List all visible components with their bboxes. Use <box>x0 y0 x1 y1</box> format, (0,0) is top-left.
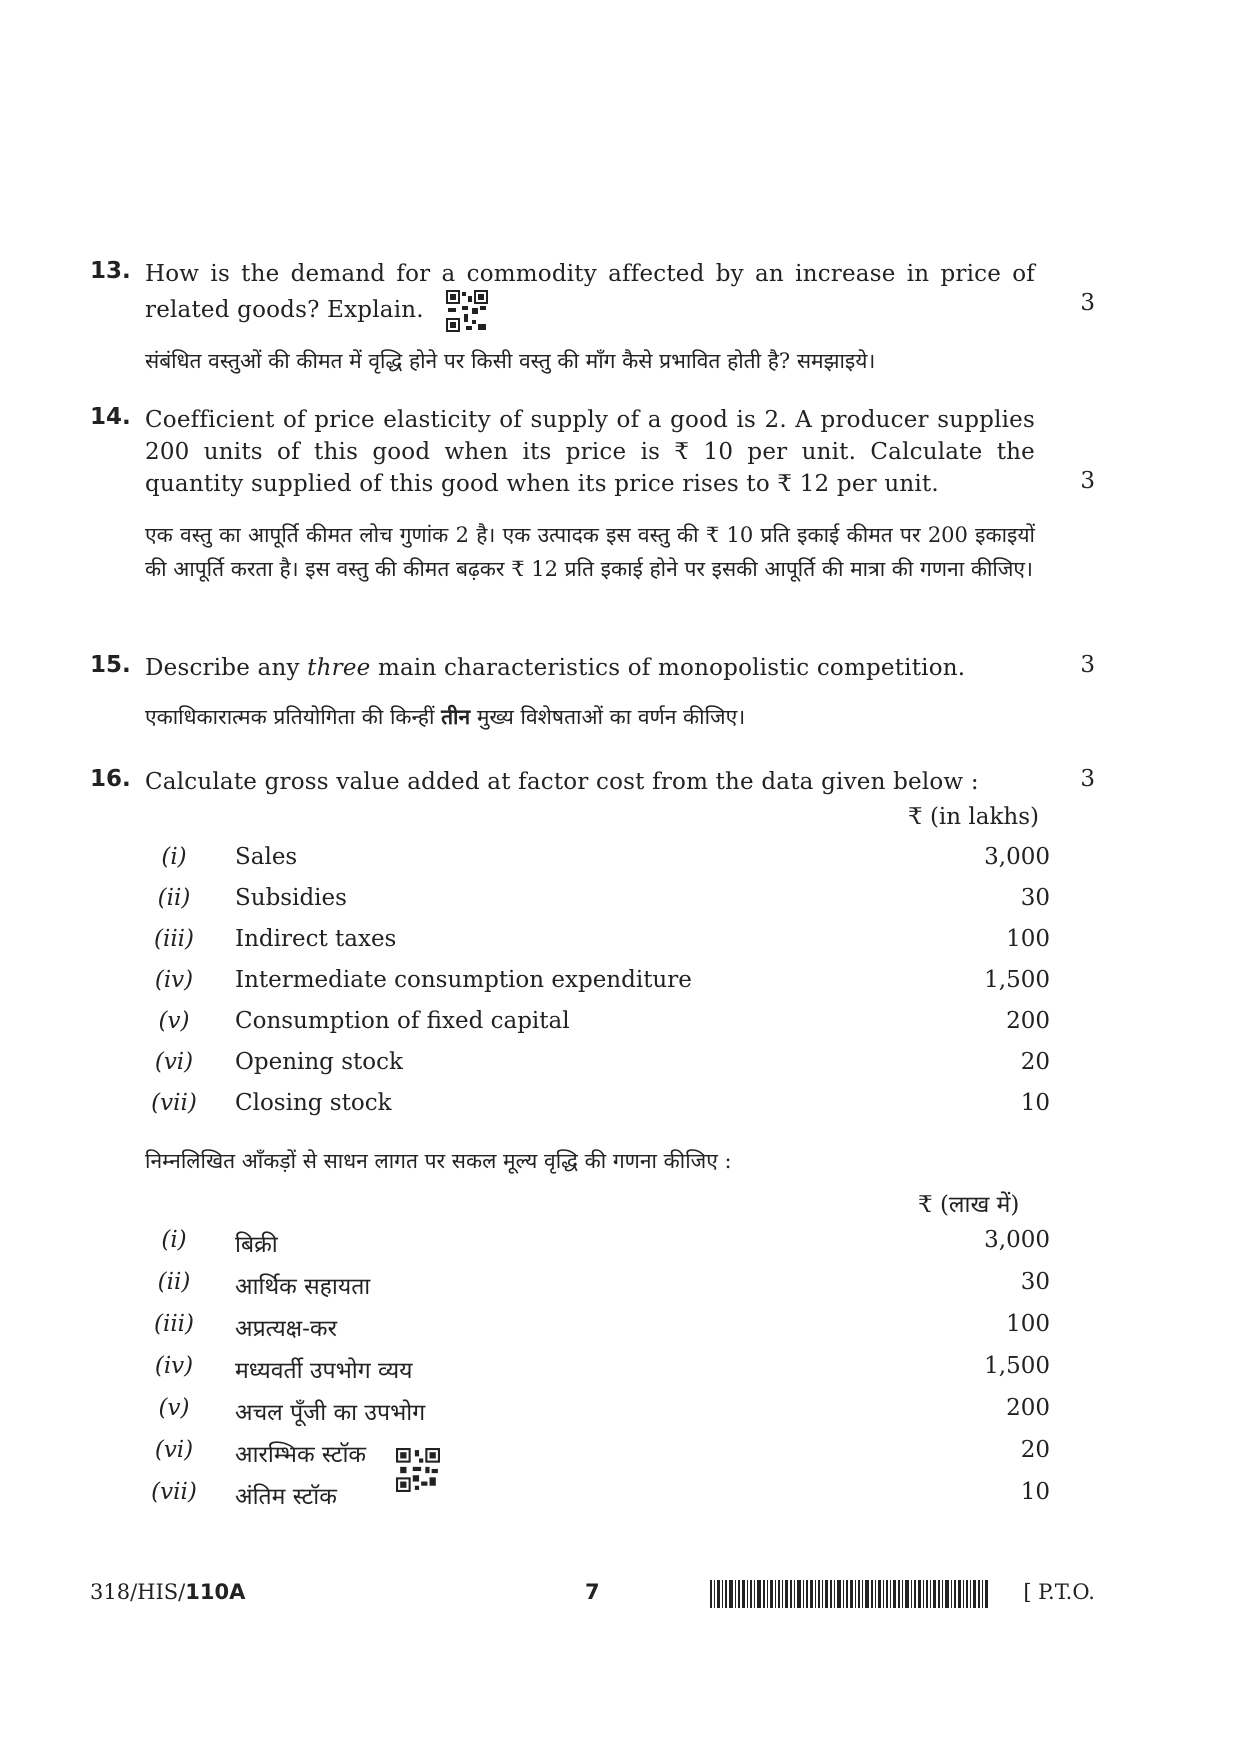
qr-code-icon <box>396 1448 440 1492</box>
table-row: (vi) आरम्भिक स्टॉक 20 <box>154 1437 1050 1468</box>
marks: 3 <box>1080 290 1095 316</box>
question-number: 14. <box>90 404 131 430</box>
page-footer <box>90 1580 1095 1614</box>
pto-label: [ P.T.O. <box>1023 1580 1095 1604</box>
table-row: (iv) मध्यवर्ती उपभोग व्यय 1,500 <box>154 1353 1050 1384</box>
question-text-hi: संबंधित वस्तुओं की कीमत में वृद्धि होने पर किसी वस्तु की माँग कैसे प्रभावित होती है? समझाइये। <box>145 349 876 373</box>
question-text-en: Describe any three main characteristics of monopolistic competition. <box>145 655 966 681</box>
table-row: (v) अचल पूँजी का उपभोग 200 <box>158 1395 1050 1426</box>
table-row: (iv) Intermediate consumption expenditure 1,500 <box>154 967 1050 993</box>
qr-code-icon <box>446 290 488 332</box>
table-row: (i) Sales 3,000 <box>161 844 1050 870</box>
unit-label-hi: ₹ (लाख में) <box>918 1192 1020 1218</box>
table-row: (ii) Subsidies 30 <box>157 885 1050 911</box>
table-row: (iii) Indirect taxes 100 <box>153 926 1050 952</box>
question-text-en: Calculate gross value added at factor cost from the data given below : <box>145 769 979 795</box>
question-text-hi: एक वस्तु का आपूर्ति कीमत लोच गुणांक 2 है। एक उत्पादक इस वस्तु की ₹ 10 प्रति इकाई कीमत पर 200 इकाइयों की आपूर्ति करता है। इस वस्तु की कीमत बढ़कर ₹ 12 प्रति इकाई होने पर इसकी आपूर्ति की मात्रा की गणना कीजिए। <box>145 523 1035 581</box>
paper-code: 318/HIS/110A <box>90 1580 246 1604</box>
question-number: 13. <box>90 258 131 284</box>
table-row: (iii) अप्रत्यक्ष-कर 100 <box>153 1311 1050 1342</box>
table-row: (vi) Opening stock 20 <box>154 1049 1050 1075</box>
marks: 3 <box>1080 766 1095 792</box>
page-number: 7 <box>585 1580 600 1604</box>
table-row: (vii) Closing stock 10 <box>151 1090 1050 1116</box>
question-text-en: How is the demand for a commodity affected by an increase in price of related goods? Explain. <box>145 258 1035 332</box>
barcode-icon <box>710 1580 988 1608</box>
question-text-en: Coefficient of price elasticity of supply of a good is 2. A producer supplies 200 units of this good when its price is ₹ 10 per unit. Calculate the quantity supplied of this good when its price rises to ₹ 12 per unit. <box>145 407 1035 497</box>
table-row: (ii) आर्थिक सहायता 30 <box>157 1269 1050 1300</box>
unit-label-en: ₹ (in lakhs) <box>908 804 1039 830</box>
question-number: 16. <box>90 766 131 792</box>
question-number: 15. <box>90 652 131 678</box>
marks: 3 <box>1080 468 1095 494</box>
table-row: (i) बिक्री 3,000 <box>161 1227 1050 1258</box>
table-row: (v) Consumption of fixed capital 200 <box>158 1008 1050 1034</box>
table-row: (vii) अंतिम स्टॉक 10 <box>151 1479 1050 1510</box>
question-text-hi: एकाधिकारात्मक प्रतियोगिता की किन्हीं तीन मुख्य विशेषताओं का वर्णन कीजिए। <box>145 704 746 729</box>
marks: 3 <box>1080 652 1095 678</box>
question-text-hi: निम्नलिखित आँकड़ों से साधन लागत पर सकल मूल्य वृद्धि की गणना कीजिए : <box>145 1149 732 1173</box>
